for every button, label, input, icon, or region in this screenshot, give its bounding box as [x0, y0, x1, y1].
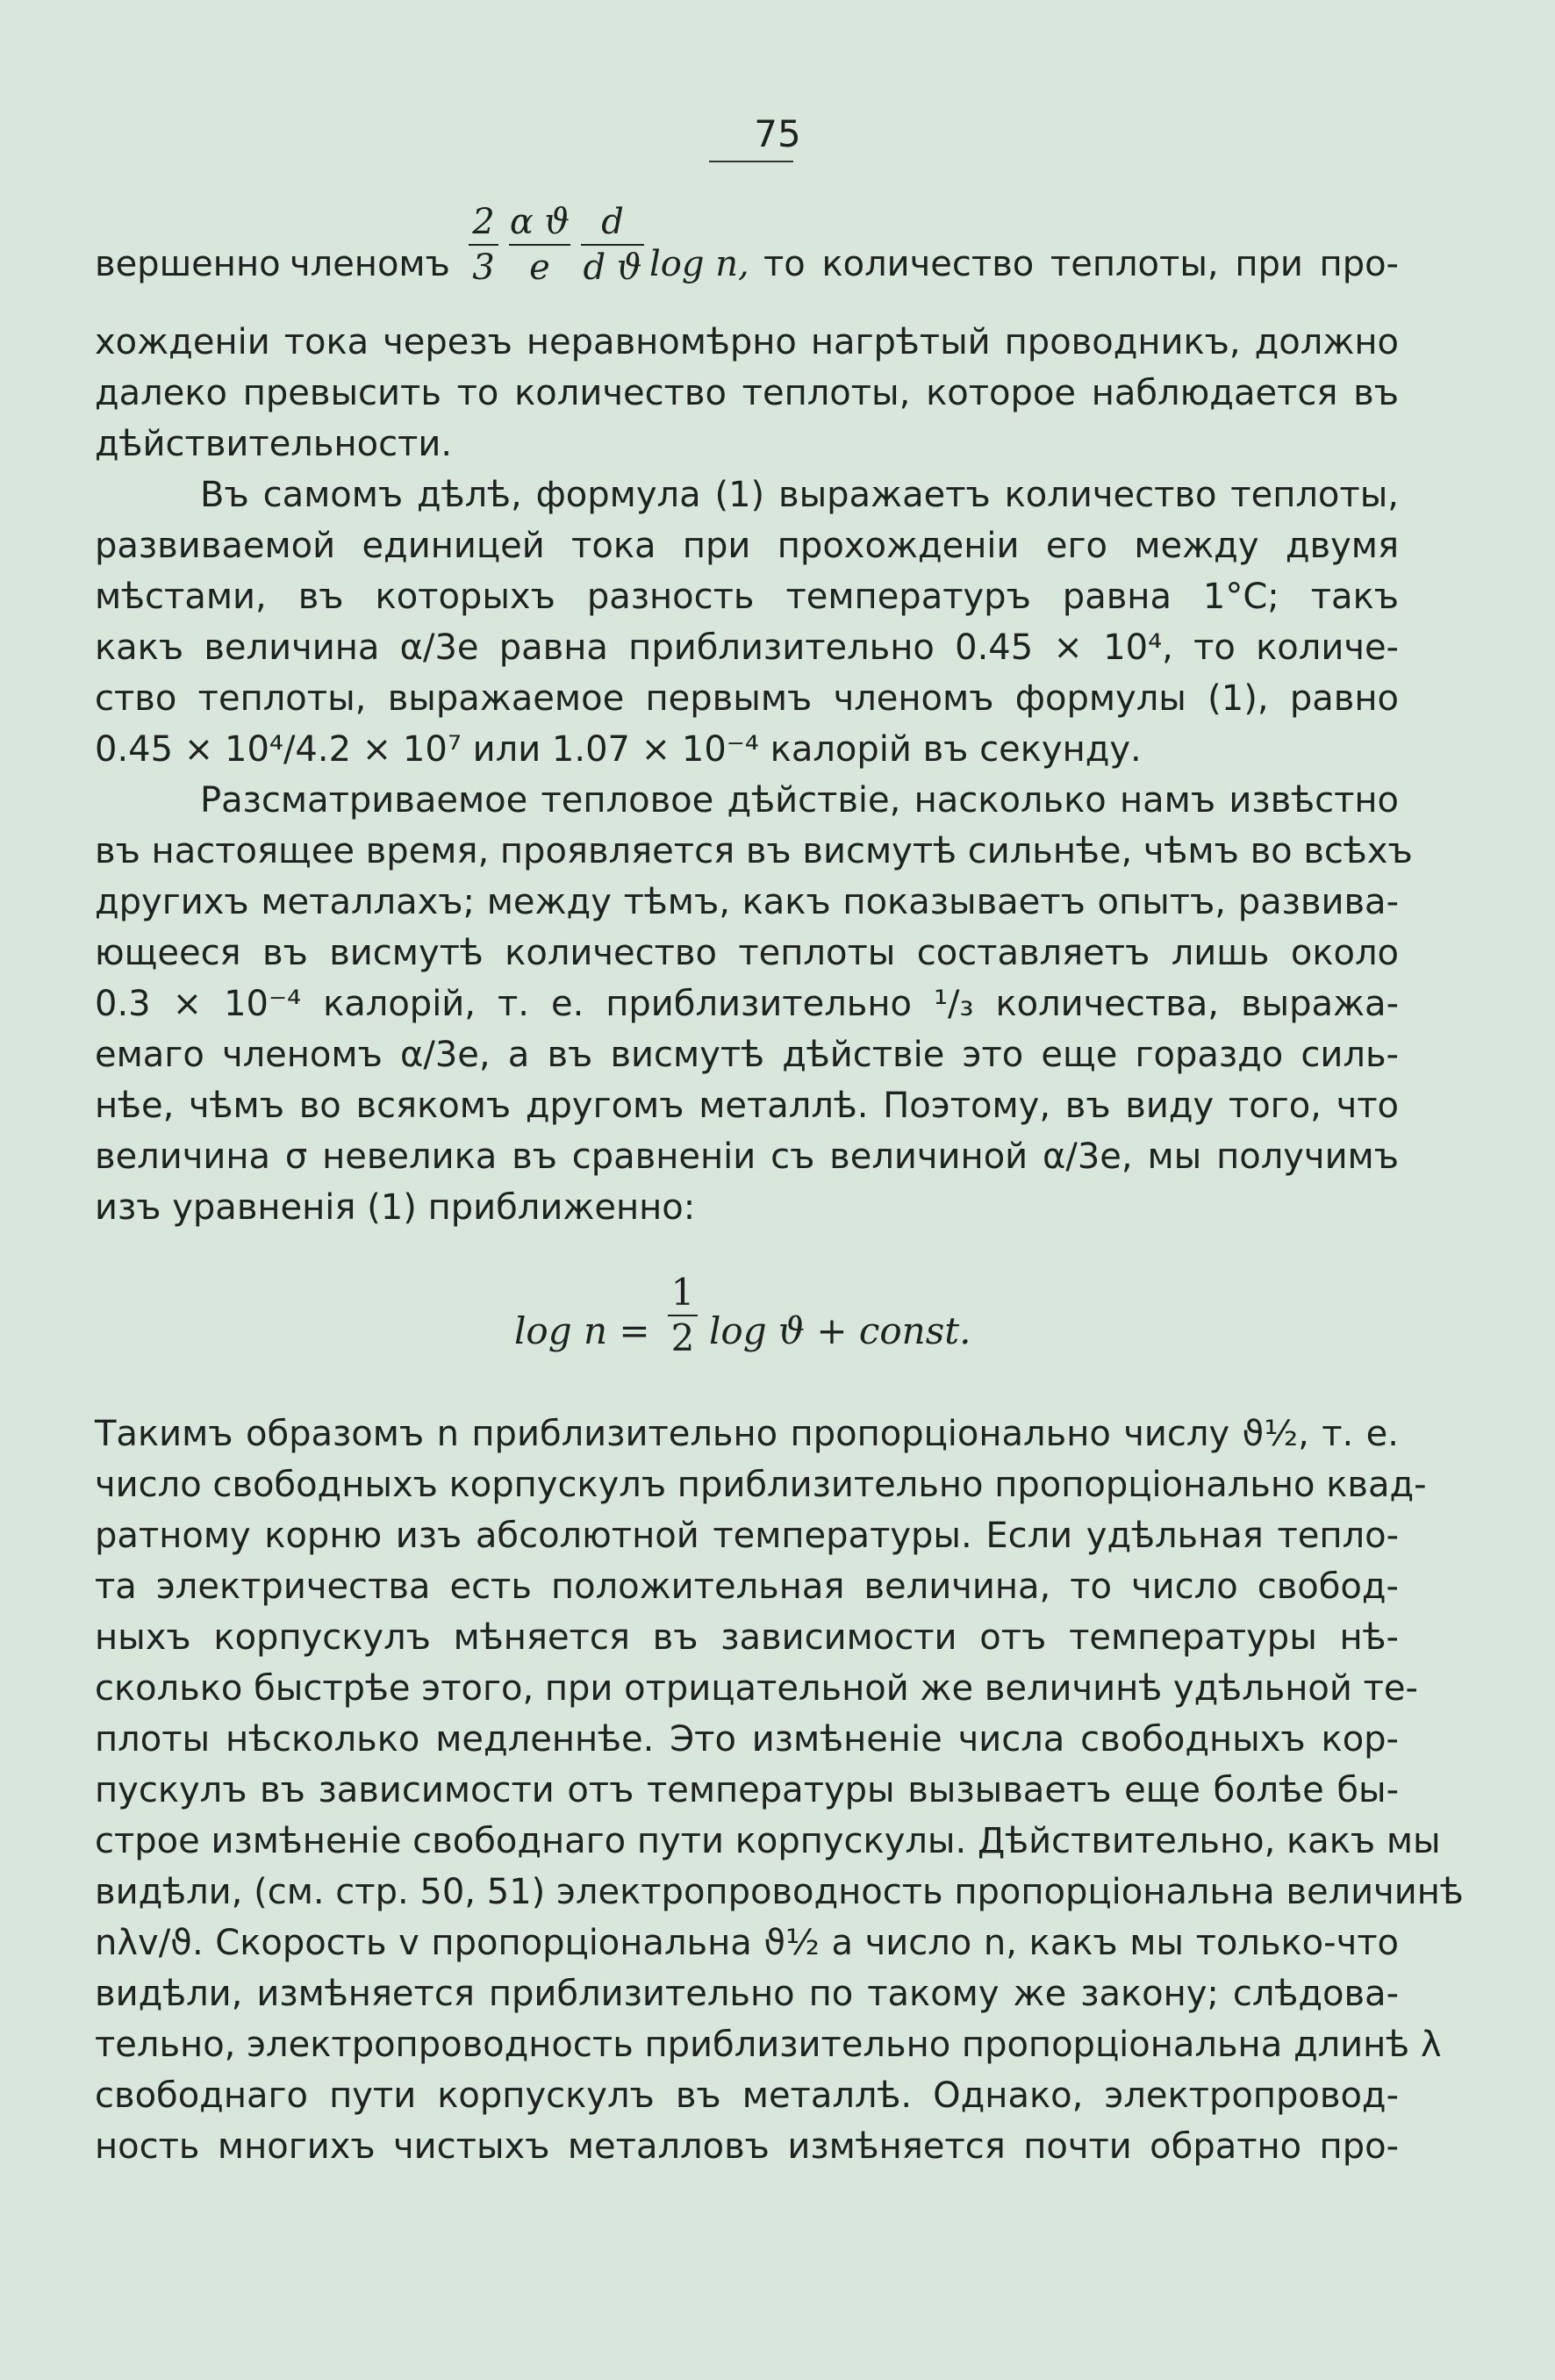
page-number-rule [709, 161, 793, 162]
paragraph-4-line: видѣли, измѣняется приблизительно по такому же закону; слѣдова- [95, 1974, 1399, 2014]
paragraph-3-line: изъ уравненія (1) приближенно: [95, 1187, 696, 1228]
paragraph-4-line: ныхъ корпускулъ мѣняется въ зависимости отъ температуры нѣ- [95, 1617, 1399, 1658]
first-line-word-2: членомъ [290, 244, 450, 284]
paragraph-2-line: мѣстами, въ которыхъ разность температуръ равна 1°C; такъ [95, 577, 1399, 617]
paragraph-4-line: сколько быстрѣе этого, при отрицательной же величинѣ удѣльной те- [95, 1668, 1418, 1709]
paragraph-3-line: величина σ невелика въ сравненіи съ величиной α/3e, мы получимъ [95, 1136, 1399, 1177]
fraction-denominator: d ϑ [583, 247, 642, 288]
paragraph-3-line: другихъ металлахъ; между тѣмъ, какъ показываетъ опытъ, развива- [95, 882, 1399, 922]
fraction-derivative [581, 200, 644, 290]
display-formula [514, 1271, 1041, 1367]
paragraph-4-line: ратному корню изъ абсолютной температуры. Если удѣльная тепло- [95, 1516, 1399, 1556]
paragraph-4-line: nλv/ϑ. Скорость v пропорціональна ϑ½ а число n, какъ мы только-что [95, 1923, 1399, 1963]
paragraph-2-line: какъ величина α/3e равна приблизительно 0.45 × 10⁴, то количе- [95, 627, 1399, 668]
paragraph-3-line: Разсматриваемое тепловое дѣйствіе, насколько намъ извѣстно [200, 780, 1399, 821]
paragraph-2-line: Въ самомъ дѣлѣ, формула (1) выражаетъ количество теплоты, [200, 475, 1399, 515]
paragraph-1-line: далеко превысить то количество теплоты, которое наблюдается въ [95, 373, 1399, 413]
paragraph-4-line: Такимъ образомъ n приблизительно пропорціонально числу ϑ½, т. е. [95, 1414, 1399, 1454]
paragraph-4-line: строе измѣненіе свободнаго пути корпускулы. Дѣйствительно, какъ мы [95, 1821, 1441, 1861]
formula-left-side: log n = [514, 1309, 650, 1352]
paragraph-2-line: ство теплоты, выражаемое первымъ членомъ формулы (1), равно [95, 678, 1399, 719]
first-line-rest: то количество теплоты, при про- [763, 244, 1399, 284]
paragraph-4-line: число свободныхъ корпускулъ приблизительно пропорціонально квад- [95, 1465, 1427, 1505]
paragraph-3-line: въ настоящее время, проявляется въ висмутѣ сильнѣе, чѣмъ во всѣхъ [95, 831, 1413, 871]
paragraph-3-line: емаго членомъ α/3e, а въ висмутѣ дѣйствіе это еще гораздо силь- [95, 1035, 1399, 1075]
fraction-numerator: d [601, 202, 624, 242]
fraction-denominator: 2 [668, 1315, 698, 1360]
fraction-two-thirds [469, 200, 498, 290]
fraction-numerator: 2 [472, 202, 495, 242]
paragraph-2-line: 0.45 × 10⁴/4.2 × 10⁷ или 1.07 × 10⁻⁴ калорій въ секунду. [95, 729, 1142, 770]
paragraph-3-line: 0.3 × 10⁻⁴ калорій, т. е. приблизительно ¹/₃ количества, выража- [95, 984, 1399, 1024]
fraction-numerator: 1 [670, 1271, 695, 1314]
formula-right-side: log ϑ + const. [709, 1309, 971, 1352]
paragraph-3-line: нѣе, чѣмъ во всякомъ другомъ металлѣ. Поэтому, въ виду того, что [95, 1086, 1399, 1126]
paragraph-4-line: свободнаго пути корпускулъ въ металлѣ. Однако, электропровод- [95, 2075, 1399, 2116]
paragraph-4-line: пускулъ въ зависимости отъ температуры вызываетъ еще болѣе бы- [95, 1770, 1399, 1810]
paragraph-4-line: ность многихъ чистыхъ металловъ измѣняется почти обратно про- [95, 2126, 1399, 2167]
first-line [95, 200, 1399, 314]
fraction-alpha-theta-over-e [509, 200, 570, 290]
fraction-denominator: 3 [472, 247, 495, 288]
log-n-term: log n, [649, 244, 749, 284]
first-line-word-1: вершенно [95, 244, 281, 284]
paragraph-4-line: та электричества есть положительная величина, то число свобод- [95, 1566, 1399, 1607]
formula-fraction-half [668, 1271, 698, 1360]
paragraph-4-line: плоты нѣсколько медленнѣе. Это измѣненіе числа свободныхъ кор- [95, 1719, 1399, 1760]
fraction-numerator: α ϑ [509, 202, 570, 242]
paragraph-4-line: тельно, электропроводность приблизительно пропорціональна длинѣ λ [95, 2025, 1442, 2065]
paragraph-3-line: ющееся въ висмутѣ количество теплоты составляетъ лишь около [95, 933, 1399, 973]
paragraph-1-line: дѣйствительности. [95, 424, 453, 464]
paragraph-2-line: развиваемой единицей тока при прохожденіи его между двумя [95, 526, 1399, 566]
paragraph-1-line: хожденіи тока черезъ неравномѣрно нагрѣтый проводникъ, должно [95, 322, 1399, 362]
page-number: 75 [754, 112, 801, 155]
paragraph-4-line: видѣли, (см. стр. 50, 51) электропроводность пропорціональна величинѣ [95, 1872, 1464, 1912]
fraction-denominator: e [529, 247, 550, 288]
